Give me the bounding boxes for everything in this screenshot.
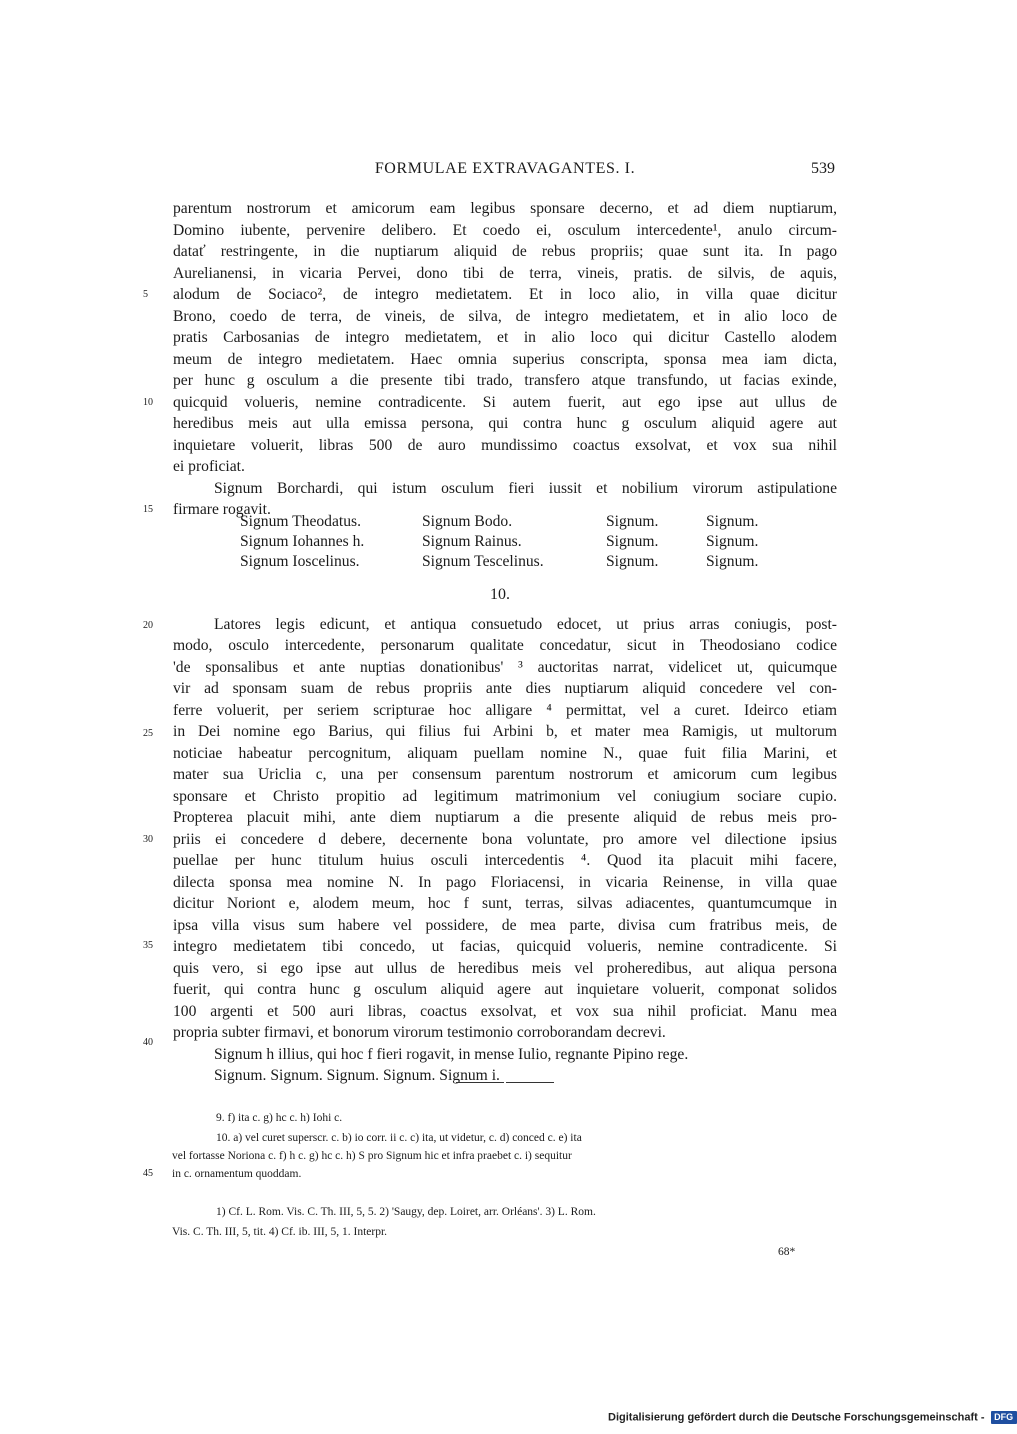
signature-cell: Signum. (706, 553, 759, 570)
text-line: ipsa villa visus sum habere vel possidere, de mea parte, divisa cum fratribus meis, de (173, 917, 837, 934)
text-line: ei proficiat. (173, 458, 245, 475)
text-line: datať restringente, in die nuptiarum aliquid de rebus propriis; quae sunt ita. In pago (173, 243, 837, 260)
signature-cell: Signum. (706, 533, 759, 550)
text-line: in Dei nomine ego Barius, qui filius fui Arbini b, et mater mea Ramigis, ut multorum (173, 723, 837, 740)
text-line: inquietare voluerit, libras 500 de auro mundissimo coactus exsolvat, et vox sua nihil (173, 437, 837, 454)
text-line: ferre voluerit, per seriem scripturae hoc alligare ⁴ permittat, vel a curet. Ideirco etiam (173, 702, 837, 719)
text-line: integro medietatem tibi concedo, ut facias, quicquid volueris, nemine contradicente. Si (173, 938, 837, 955)
text-line: noticiae habeatur percognitum, aliquam puellam nomine N., quae fuit filia Marini, et (173, 745, 837, 762)
signature-cell: Signum Rainus. (422, 533, 522, 550)
digitization-banner (608, 1411, 1017, 1424)
text-line: propria subter firmavi, et bonorum virorum testimonio corroborandam decrevi. (173, 1024, 666, 1041)
text-line: quicquid volueris, nemine contradicente. Si autem fuerit, aut ego ipse aut ullus de (173, 394, 837, 411)
text-line: meum de integro medietatem. Haec omnia superius conscripta, sponsa mea iam dicta, (173, 351, 837, 368)
text-line: per hunc g osculum a die presente tibi trado, transfero atque transfundo, ut facias exinde, (173, 372, 837, 389)
footnote-line: in c. ornamentum quoddam. (172, 1168, 302, 1180)
line-number: 10 (143, 397, 153, 408)
dfg-logo-icon: DFG (991, 1411, 1017, 1424)
signature-cell: Signum Iohannes h. (240, 533, 365, 550)
text-line: fuerit, qui contra hunc g osculum aliquid agere aut inquietare voluerit, componat solidos (173, 981, 837, 998)
line-number: 45 (143, 1168, 153, 1179)
page-number: 539 (811, 160, 835, 177)
text-line: parentum nostrorum et amicorum eam legibus sponsare decerno, et ad diem nuptiarum, (173, 200, 837, 217)
text-line: Brono, coedo de terra, de vineis, de silva, de integro medietatem, et in alio loco de (173, 308, 837, 325)
text-line: firmare rogavit. (173, 501, 271, 518)
line-number: 40 (143, 1037, 153, 1048)
text-line: sponsare et Christo propitio ad legitimum matrimonium vel coniugium sociare cupio. (173, 788, 837, 805)
text-line: alodum de Sociaco², de integro medietatem. Et in loco alio, in villa quae dicitur (173, 286, 837, 303)
footnote-line: Vis. C. Th. III, 5, tit. 4) Cf. ib. III, 5, 1. Interpr. (172, 1226, 388, 1238)
text-line: mater sua Uriclia c, una per consensum parentum nostrorum et amicorum cum legibus (173, 766, 837, 783)
signature-cell: Signum Theodatus. (240, 513, 361, 530)
signature-cell: Signum. (606, 553, 659, 570)
sheet-signature: 68* (778, 1246, 796, 1258)
text-line: heredibus meis aut ulla emissa persona, qui contra hunc g osculum aliquid agere aut (173, 415, 837, 432)
text-line: 100 argenti et 500 auri libras, coactus exsolvat, et vox sua nihil proficiat. Manu mea (173, 1003, 837, 1020)
text-line: Propterea placuit mihi, ante diem nuptiarum a die presente aliquid de rebus meis pro- (173, 809, 837, 826)
footnote-line: 9. f) ita c. g) hc c. h) Iohi c. (216, 1112, 343, 1124)
signature-cell: Signum Tescelinus. (422, 553, 544, 570)
banner-text: Digitalisierung gefördert durch die Deutsche Forschungsgemeinschaft - (608, 1411, 985, 1424)
text-line: quis vero, si ego ipse aut ullus de heredibus meis vel proheredibus, aut aliqua persona (173, 960, 837, 977)
charter-number: 10. (490, 586, 510, 603)
line-number: 5 (143, 289, 148, 300)
line-number: 20 (143, 620, 153, 631)
signature-cell: Signum. (606, 513, 659, 530)
footnote-line: vel fortasse Noriona c. f) h c. g) hc c. h) S pro Signum hic et infra praebet c. i) sequitur (172, 1150, 572, 1162)
line-number: 30 (143, 834, 153, 845)
footnote-line: 10. a) vel curet superscr. c. b) io corr. ii c. c) ita, ut videtur, c. d) conced c. e) ita (216, 1132, 582, 1144)
text-line: Latores legis edicunt, et antiqua consuetudo edocet, ut prius arras coniugis, post- (214, 616, 837, 633)
text-line: dilecta sponsa mea nomine N. In pago Floriacensi, in vicaria Reinense, in villa quae (173, 874, 837, 891)
text-line: vir ad sponsam suam de rebus propriis ante dies nuptiarum aliquid concedere vel con- (173, 680, 837, 697)
running-head (175, 160, 835, 184)
signature-cell: Signum. (606, 533, 659, 550)
separator-rule (456, 1082, 504, 1083)
text-line: Aurelianensi, in vicaria Pervei, dono tibi de terra, vineis, pratis. de silvis, de aquis, (173, 265, 837, 282)
text-line: dicitur Noriont e, alodem meum, hoc f sunt, terras, silvas adiacentes, quantumcumque in (173, 895, 837, 912)
text-line: 'de sponsalibus et ante nuptias donationibus' ³ auctoritas narrat, videlicet ut, quicumque (173, 659, 837, 676)
footnote-line: 1) Cf. L. Rom. Vis. C. Th. III, 5, 5. 2) 'Saugy, dep. Loiret, arr. Orléans'. 3) L. Rom. (216, 1206, 596, 1218)
text-line: Domino iubente, pervenire delibero. Et coedo ei, osculum intercedente¹, anulo circum- (173, 222, 837, 239)
text-line: Signum. Signum. Signum. Signum. Signum i. (214, 1067, 500, 1084)
text-line: priis ei concedere d debere, decernente bona voluntate, pro amore vel dilectione ipsius (173, 831, 837, 848)
separator-rule (506, 1082, 554, 1083)
signature-cell: Signum Ioscelinus. (240, 553, 360, 570)
line-number: 25 (143, 728, 153, 739)
line-number: 15 (143, 504, 153, 515)
text-line: Signum h illius, qui hoc f fieri rogavit, in mense Iulio, regnante Pipino rege. (214, 1046, 689, 1063)
running-head-title: FORMULAE EXTRAVAGANTES. I. (374, 160, 636, 177)
line-number: 35 (143, 940, 153, 951)
signature-cell: Signum. (706, 513, 759, 530)
text-line: pratis Carbosanias de integro medietatem, et in alio loco qui dicitur Castello alodem (173, 329, 837, 346)
signature-cell: Signum Bodo. (422, 513, 513, 530)
text-line: puellae per hunc titulum huius osculi intercedentis ⁴. Quod ita placuit mihi facere, (173, 852, 837, 869)
text-line: modo, osculo intercedente, personarum qualitate concedatur, sicut in Theodosiano codice (173, 637, 837, 654)
text-line: Signum Borchardi, qui istum osculum fieri iussit et nobilium virorum astipulatione (214, 480, 837, 497)
